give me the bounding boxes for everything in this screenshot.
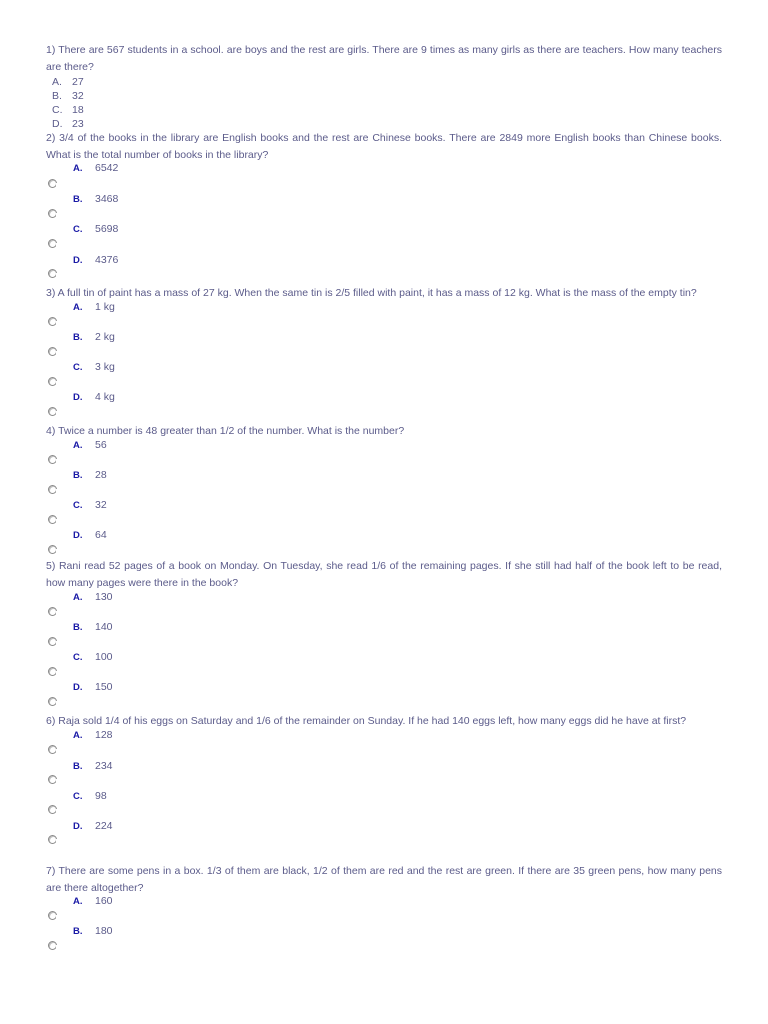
question-1-text: 1) There are 567 students in a school. are boys and the rest are girls. There are 9 times as many girls as there are teachers. How many teachers are there? <box>46 44 722 73</box>
q4-option-b-radio[interactable] <box>48 485 57 494</box>
q4-option-a-radio[interactable] <box>48 455 57 464</box>
q5-option-d-radio[interactable] <box>48 697 57 706</box>
q4-option-a: A. 56 <box>73 439 107 451</box>
q6-option-b: B. 234 <box>73 760 113 772</box>
q1-option-a: A. 27 <box>52 76 84 88</box>
q4-option-d-radio[interactable] <box>48 545 57 554</box>
q6-option-a-radio[interactable] <box>48 745 57 754</box>
question-4-text: 4) Twice a number is 48 greater than 1/2 of the number. What is the number? <box>46 425 405 437</box>
q1-option-d: D. 23 <box>52 118 84 130</box>
q6-option-a: A. 128 <box>73 729 113 741</box>
q6-option-c: C. 98 <box>73 790 107 802</box>
question-5-text: 5) Rani read 52 pages of a book on Monday. On Tuesday, she read 1/6 of the remaining pages. If she still had half of the book left to be read, how many pages were there in the book? <box>46 560 722 589</box>
question-7-text: 7) There are some pens in a box. 1/3 of them are black, 1/2 of them are red and the rest are green. If there are 35 green pens, how many pens are there altogether? <box>46 865 722 894</box>
q5-option-a-radio[interactable] <box>48 607 57 616</box>
q5-option-b: B. 140 <box>73 621 113 633</box>
question-2-text: 2) 3/4 of the books in the library are English books and the rest are Chinese books. There are 2849 more English books than Chinese books. What is the total number of books in the library? <box>46 132 722 161</box>
q3-option-a: A. 1 kg <box>73 301 115 313</box>
q1-option-c: C. 18 <box>52 104 84 116</box>
q2-option-b: B. 3468 <box>73 193 119 205</box>
q3-option-b-radio[interactable] <box>48 347 57 356</box>
q3-option-d-radio[interactable] <box>48 407 57 416</box>
q2-option-d: D. 4376 <box>73 254 119 266</box>
q2-option-b-radio[interactable] <box>48 209 57 218</box>
q5-option-b-radio[interactable] <box>48 637 57 646</box>
q3-option-c-radio[interactable] <box>48 377 57 386</box>
q2-option-a: A. 6542 <box>73 162 119 174</box>
q6-option-d-radio[interactable] <box>48 835 57 844</box>
q1-option-b: B. 32 <box>52 90 84 102</box>
q3-option-a-radio[interactable] <box>48 317 57 326</box>
q2-option-c-radio[interactable] <box>48 239 57 248</box>
q5-option-c: C. 100 <box>73 651 113 663</box>
q2-option-c: C. 5698 <box>73 223 119 235</box>
q3-option-b: B. 2 kg <box>73 331 115 343</box>
q2-option-a-radio[interactable] <box>48 179 57 188</box>
q7-option-a-radio[interactable] <box>48 911 57 920</box>
q6-option-d: D. 224 <box>73 820 113 832</box>
q2-option-d-radio[interactable] <box>48 269 57 278</box>
question-6-text: 6) Raja sold 1/4 of his eggs on Saturday and 1/6 of the remainder on Sunday. If he had 140 eggs left, how many eggs did he have at first? <box>46 715 687 727</box>
q4-option-c-radio[interactable] <box>48 515 57 524</box>
q5-option-c-radio[interactable] <box>48 667 57 676</box>
q3-option-c: C. 3 kg <box>73 361 115 373</box>
q4-option-c: C. 32 <box>73 499 107 511</box>
q3-option-d: D. 4 kg <box>73 391 115 403</box>
q4-option-d: D. 64 <box>73 529 107 541</box>
q5-option-d: D. 150 <box>73 681 113 693</box>
q7-option-b-radio[interactable] <box>48 941 57 950</box>
q6-option-c-radio[interactable] <box>48 805 57 814</box>
q4-option-b: B. 28 <box>73 469 107 481</box>
q7-option-a: A. 160 <box>73 895 113 907</box>
question-3-text: 3) A full tin of paint has a mass of 27 kg. When the same tin is 2/5 filled with paint, it has a mass of 12 kg. What is the mass of the empty tin? <box>46 287 697 299</box>
q6-option-b-radio[interactable] <box>48 775 57 784</box>
q7-option-b: B. 180 <box>73 925 113 937</box>
q5-option-a: A. 130 <box>73 591 113 603</box>
